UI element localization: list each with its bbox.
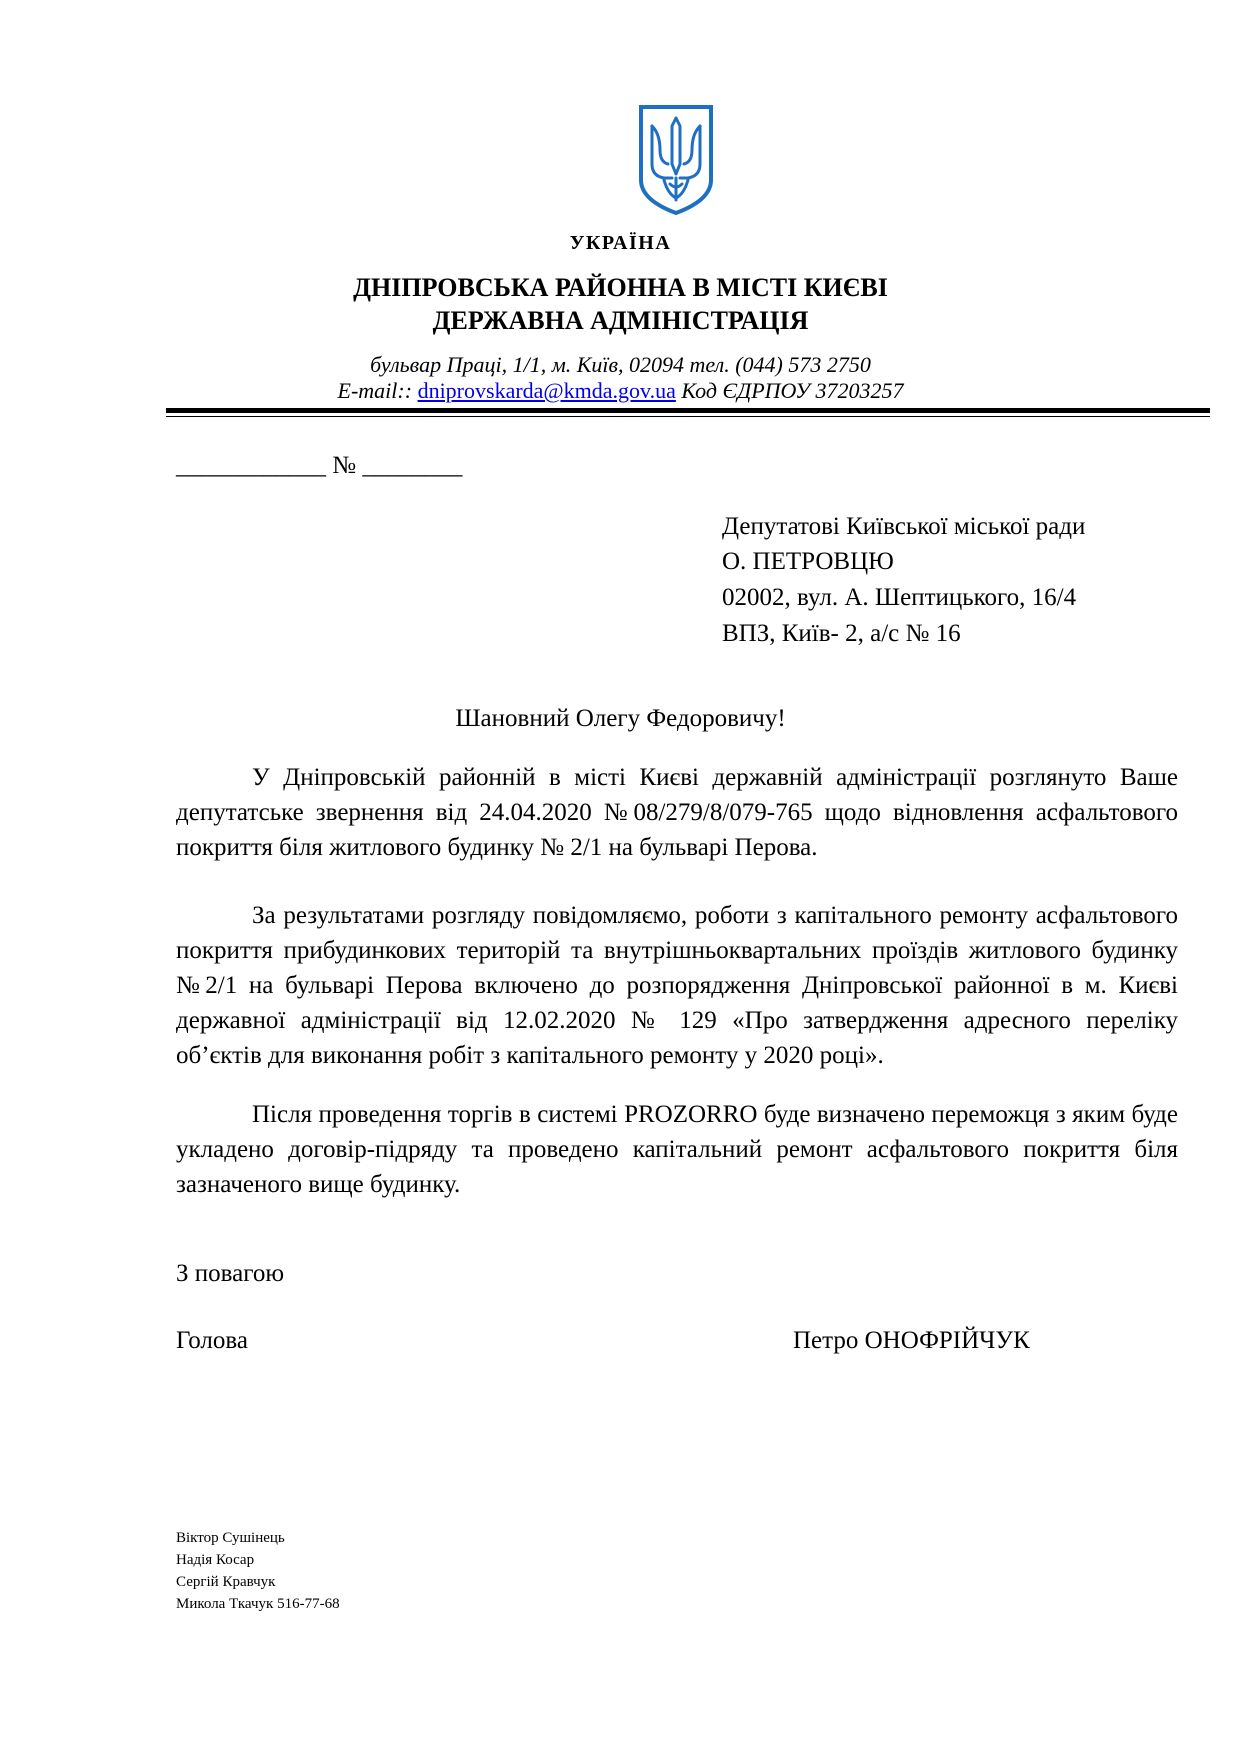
paragraph-text: Після проведення торгів в системі PROZORRO буде визначено переможця з яким буде укладено договір-підряду та проведено капітальний ремонт асфальтового покриття біля зазначеного вище будинку. bbox=[176, 1101, 1178, 1198]
signer-name: Петро ОНОФРІЙЧУК bbox=[793, 1327, 1030, 1354]
recipient-line1: Депутатові Київської міської ради bbox=[722, 513, 1086, 540]
body-paragraph-1 bbox=[176, 760, 1178, 865]
edrpou-code: Код ЄДРПОУ 37203257 bbox=[681, 378, 904, 403]
outgoing-number-line: ____________ № ________ bbox=[176, 452, 463, 479]
executor-4: Микола Ткачук 516-77-68 bbox=[176, 1596, 340, 1612]
recipient-line4: ВПЗ, Київ- 2, а/с № 16 bbox=[722, 620, 961, 647]
organization-address: бульвар Праці, 1/1, м. Київ, 02094 тел. (044) 573 2750 bbox=[370, 352, 871, 377]
country-name: УКРАЇНА bbox=[569, 232, 672, 254]
coat-of-arms-icon bbox=[638, 104, 714, 216]
executor-1: Віктор Сушінець bbox=[176, 1530, 285, 1546]
paragraph-text: За результатами розгляду повідомляємо, роботи з капітального ремонту асфальтового покриття прибудинкових територій та внутрішньоквартальних проїздів житлового будинку №2/1 на бульварі Перова включено до розпорядження Дніпровської районної в м. Києві державної адміністрації від 12.02.2020 № 129 «Про затвердження адресного переліку об’єктів для виконання робіт з капітального ремонту у 2020 році». bbox=[176, 902, 1178, 1069]
organization-name-line2: ДЕРЖАВНА АДМІНІСТРАЦІЯ bbox=[432, 306, 809, 335]
paragraph-text: У Дніпровській районній в місті Києві державній адміністрації розглянуто Ваше депутатське звернення від 24.04.2020 №08/279/8/079-765 щодо відновлення асфальтового покриття біля житлового будинку № 2/1 на бульварі Перова. bbox=[176, 764, 1178, 861]
closing: З повагою bbox=[176, 1260, 285, 1287]
executor-3: Сергій Кравчук bbox=[176, 1574, 276, 1590]
header-divider-thick bbox=[166, 408, 1210, 413]
recipient-line2: О. ПЕТРОВЦЮ bbox=[722, 548, 894, 575]
signer-position: Голова bbox=[176, 1327, 248, 1354]
recipient-line3: 02002, вул. А. Шептицького, 16/4 bbox=[722, 584, 1077, 611]
header-divider-thin bbox=[166, 416, 1210, 417]
body-paragraph-2 bbox=[176, 898, 1178, 1073]
executor-2: Надія Косар bbox=[176, 1552, 255, 1568]
organization-name-line1: ДНІПРОВСЬКА РАЙОННА В МІСТІ КИЄВІ bbox=[353, 273, 888, 302]
salutation: Шановний Олегу Федоровичу! bbox=[455, 705, 786, 732]
body-paragraph-3 bbox=[176, 1097, 1178, 1202]
organization-contacts bbox=[0, 378, 1241, 404]
email-label: E-mail:: bbox=[337, 378, 413, 403]
email-link[interactable]: dniprovskarda@kmda.gov.ua bbox=[417, 378, 676, 403]
